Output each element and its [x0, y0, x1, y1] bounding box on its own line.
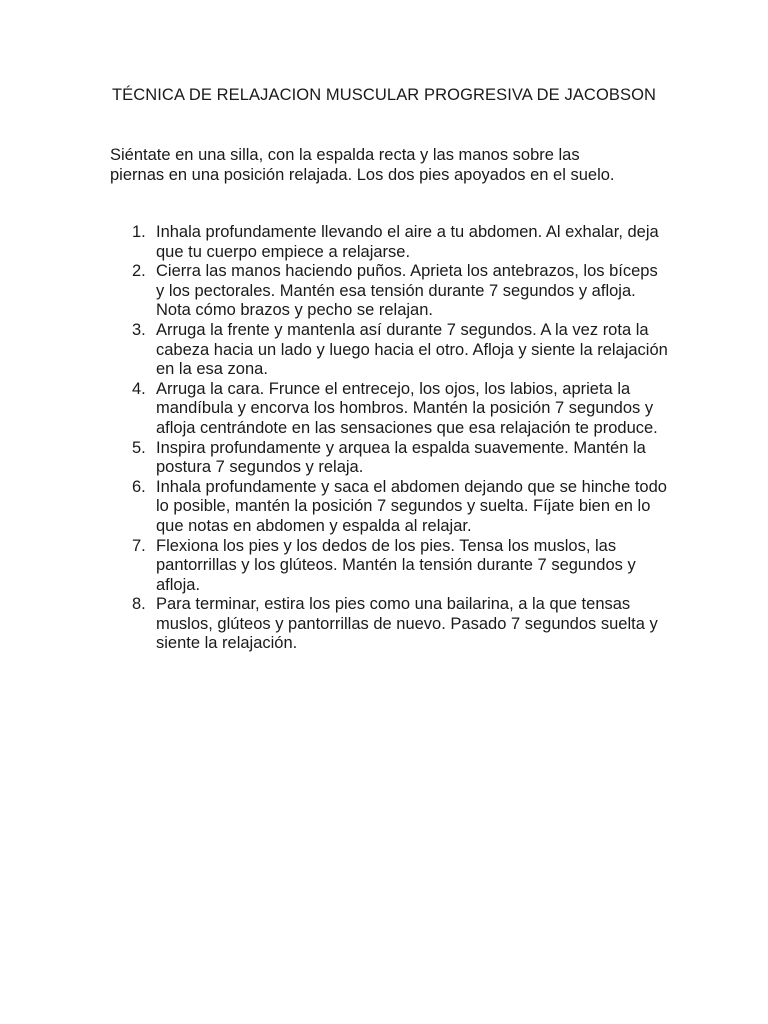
- step-number: 8.: [132, 595, 146, 614]
- list-item: [110, 380, 670, 439]
- step-number: 7.: [132, 536, 146, 555]
- step-number: 2.: [132, 262, 146, 281]
- step-text: Flexiona los pies y los dedos de los pies. Tensa los muslos, las pantorrillas y los glúteos. Mantén la tensión durante 7 segundos y afloja.: [156, 536, 636, 594]
- document-title: TÉCNICA DE RELAJACION MUSCULAR PROGRESIVA DE JACOBSON: [111, 86, 657, 104]
- step-text: Inhala profundamente llevando el aire a tu abdomen. Al exhalar, deja que tu cuerpo empiece a relajarse.: [156, 223, 659, 261]
- list-item: [110, 262, 670, 321]
- step-text: Cierra las manos haciendo puños. Aprieta los antebrazos, los bíceps y los pectorales. Mantén esa tensión durante 7 segundos y afloja. Nota cómo brazos y pecho se relajan.: [156, 262, 658, 320]
- step-text: Arruga la cara. Frunce el entrecejo, los ojos, los labios, aprieta la mandíbula y encorva los hombros. Mantén la posición 7 segundos y afloja centrándote en las sensaciones que esa relajación te produce.: [156, 379, 658, 437]
- step-text: Inhala profundamente y saca el abdomen dejando que se hinche todo lo posible, mantén la posición 7 segundos y suelta. Fíjate bien en lo que notas en abdomen y espalda al relajar.: [156, 477, 667, 535]
- list-item: [110, 478, 670, 537]
- list-item: [110, 595, 670, 654]
- step-text: Arruga la frente y mantenla así durante 7 segundos. A la vez rota la cabeza hacia un lado y luego hacia el otro. Afloja y siente la relajación en la esa zona.: [156, 320, 668, 379]
- list-item: [110, 321, 670, 380]
- steps-list: [110, 223, 670, 654]
- list-item: [110, 439, 670, 478]
- step-number: 5.: [132, 438, 146, 457]
- step-text: Inspira profundamente y arquea la espalda suavemente. Mantén la postura 7 segundos y relaja.: [156, 438, 646, 477]
- step-number: 4.: [132, 379, 146, 398]
- intro-paragraph: Siéntate en una silla, con la espalda recta y las manos sobre las piernas en una posición relajada. Los dos pies apoyados en el suelo.: [110, 146, 615, 184]
- step-number: 1.: [132, 223, 146, 241]
- step-number: 6.: [132, 477, 146, 496]
- list-item: [110, 223, 670, 262]
- step-number: 3.: [132, 320, 146, 339]
- list-item: [110, 537, 670, 596]
- step-text: Para terminar, estira los pies como una bailarina, a la que tensas muslos, glúteos y pantorrillas de nuevo. Pasado 7 segundos suelta y siente la relajación.: [156, 595, 658, 653]
